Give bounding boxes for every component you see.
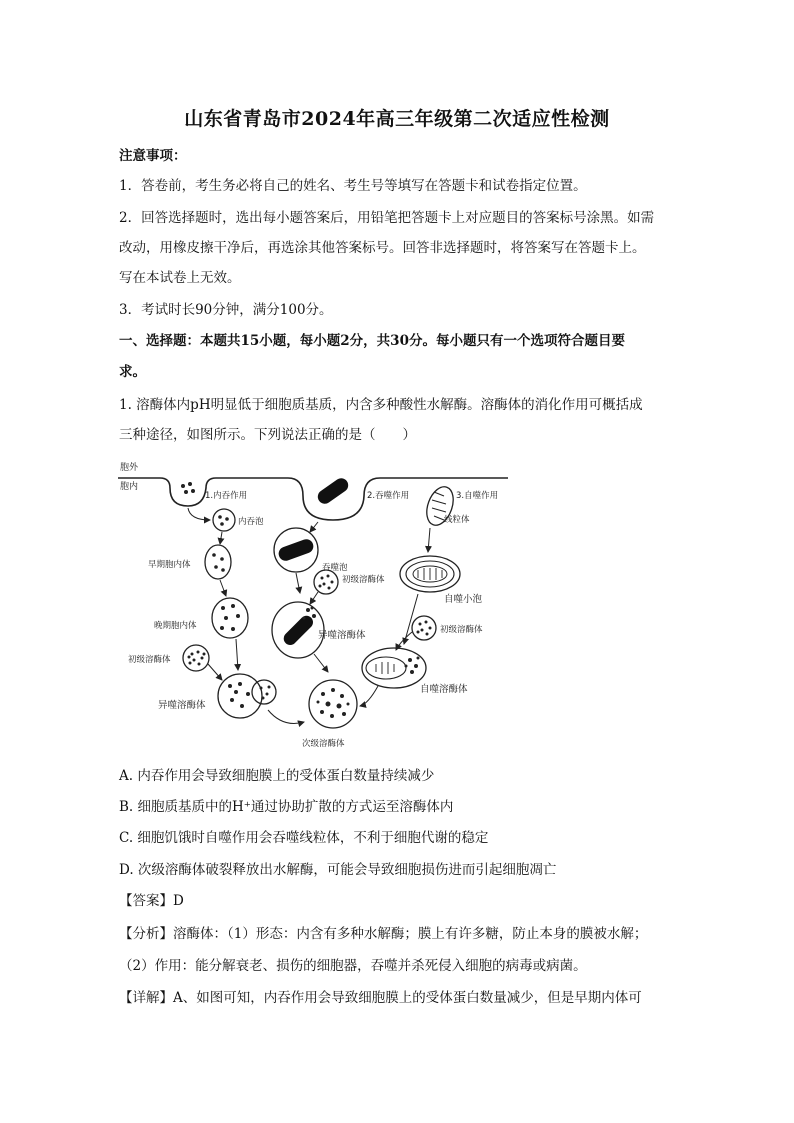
notice-heading: 注意事项： — [119, 148, 187, 164]
phagocytosis-label: 2.吞噬作用 — [367, 491, 410, 501]
arrow — [220, 532, 222, 544]
late-endosome-label: 晚期胞内体 — [154, 621, 197, 631]
detail-line-1: 【详解】A、如图可知，内吞作用会导致细胞膜上的受体蛋白数量减少，但是早期内体可 — [119, 990, 642, 1006]
secondary-lysosome — [309, 680, 357, 728]
endocytosis-pit — [181, 482, 195, 494]
late-endosome — [212, 598, 248, 638]
arrow — [314, 654, 328, 672]
notice-item-2-line-2: 改动，用橡皮擦干净后，再选涂其他答案标号。回答非选择题时，将答案写在答题卡上。 — [119, 240, 646, 256]
arrow — [310, 522, 318, 532]
heterophagic-lysosome-label-a: 异噬溶酶体 — [158, 700, 206, 711]
autophagy-label: 3.自噬作用 — [456, 491, 499, 501]
option-b: B. 细胞质基质中的H⁺通过协助扩散的方式运至溶酶体内 — [119, 799, 454, 815]
option-a: A. 内吞作用会导致细胞膜上的受体蛋白数量持续减少 — [119, 768, 435, 784]
secondary-lysosome-label: 次级溶酶体 — [302, 739, 345, 749]
arrow — [360, 686, 378, 706]
answer-line: 【答案】D — [119, 893, 184, 909]
heterophagic-lysosome-a — [218, 674, 276, 718]
endocytic-vesicle-label: 内吞泡 — [238, 517, 264, 527]
option-c: C. 细胞饥饿时自噬作用会吞噬线粒体，不利于细胞代谢的稳定 — [119, 830, 489, 846]
arrow — [310, 592, 318, 604]
arrow — [236, 639, 238, 670]
question-stem-line-1: 1. 溶酶体内pH明显低于细胞质基质，内含多种酸性水解酶。溶酶体的消化作用可概括成 — [119, 397, 643, 413]
primary-lysosome-label-b: 初级溶酶体 — [342, 575, 385, 585]
early-endosome — [205, 545, 231, 579]
early-endosome-label: 早期胞内体 — [148, 560, 191, 570]
primary-lysosome-a — [183, 645, 209, 671]
option-d: D. 次级溶酶体破裂释放出水解酶，可能会导致细胞损伤进而引起细胞凋亡 — [119, 862, 557, 878]
arrow — [268, 710, 304, 724]
primary-lysosome-c — [412, 616, 436, 640]
section-heading-line-1: 一、选择题：本题共15小题，每小题2分，共30分。每小题只有一个选项符合题目要 — [119, 333, 625, 349]
notice-item-2-line-1: 2．回答选择题时，选出每小题答案后，用铅笔把答题卡上对应题目的答案标号涂黑。如需 — [119, 210, 655, 226]
autophagic-lysosome — [362, 648, 426, 688]
arrow — [428, 528, 430, 552]
arrow — [208, 664, 222, 680]
inside-label: 胞内 — [120, 482, 139, 492]
question-stem-line-2: 三种途径，如图所示。下列说法正确的是（ ） — [119, 427, 416, 443]
endocytosis-label: 1.内吞作用 — [205, 491, 248, 501]
phagosome — [274, 528, 318, 572]
autophagic-vesicle-label: 自噬小泡 — [444, 594, 483, 605]
arrow — [296, 573, 300, 593]
notice-item-3: 3．考试时长90分钟，满分100分。 — [119, 302, 333, 318]
phagosome-label: 吞噬泡 — [322, 563, 348, 573]
endocytic-vesicle — [213, 509, 235, 531]
primary-lysosome-b — [314, 570, 338, 594]
primary-lysosome-label-c: 初级溶酶体 — [440, 625, 483, 635]
heterophagic-lysosome-b — [272, 602, 324, 658]
autophagic-vesicle — [400, 556, 460, 592]
outside-label: 胞外 — [120, 463, 139, 473]
engulfed-particle — [315, 476, 351, 507]
section-heading-line-2: 求。 — [119, 364, 146, 380]
lysosome-pathway-figure — [118, 458, 508, 750]
analysis-line-2: （2）作用：能分解衰老、损伤的细胞器，吞噬并杀死侵入细胞的病毒或病菌。 — [119, 958, 587, 974]
page-title: 山东省青岛市2024年高三年级第二次适应性检测 — [184, 108, 610, 130]
notice-item-2-line-3: 写在本试卷上无效。 — [119, 270, 241, 286]
arrow — [188, 508, 210, 520]
arrow — [396, 632, 412, 650]
notice-item-1: 1．答卷前，考生务必将自己的姓名、考生号等填写在答题卡和试卷指定位置。 — [119, 178, 587, 194]
arrow — [220, 580, 226, 596]
autophagic-lysosome-label: 自噬溶酶体 — [420, 684, 468, 695]
mitochondrion-label: 线粒体 — [444, 515, 470, 525]
analysis-line-1: 【分析】溶酶体：（1）形态：内含有多种水解酶；膜上有许多糖，防止本身的膜被水解； — [119, 926, 648, 942]
heterophagic-lysosome-label-b: 异噬溶酶体 — [318, 630, 366, 641]
primary-lysosome-label-a: 初级溶酶体 — [128, 655, 171, 665]
